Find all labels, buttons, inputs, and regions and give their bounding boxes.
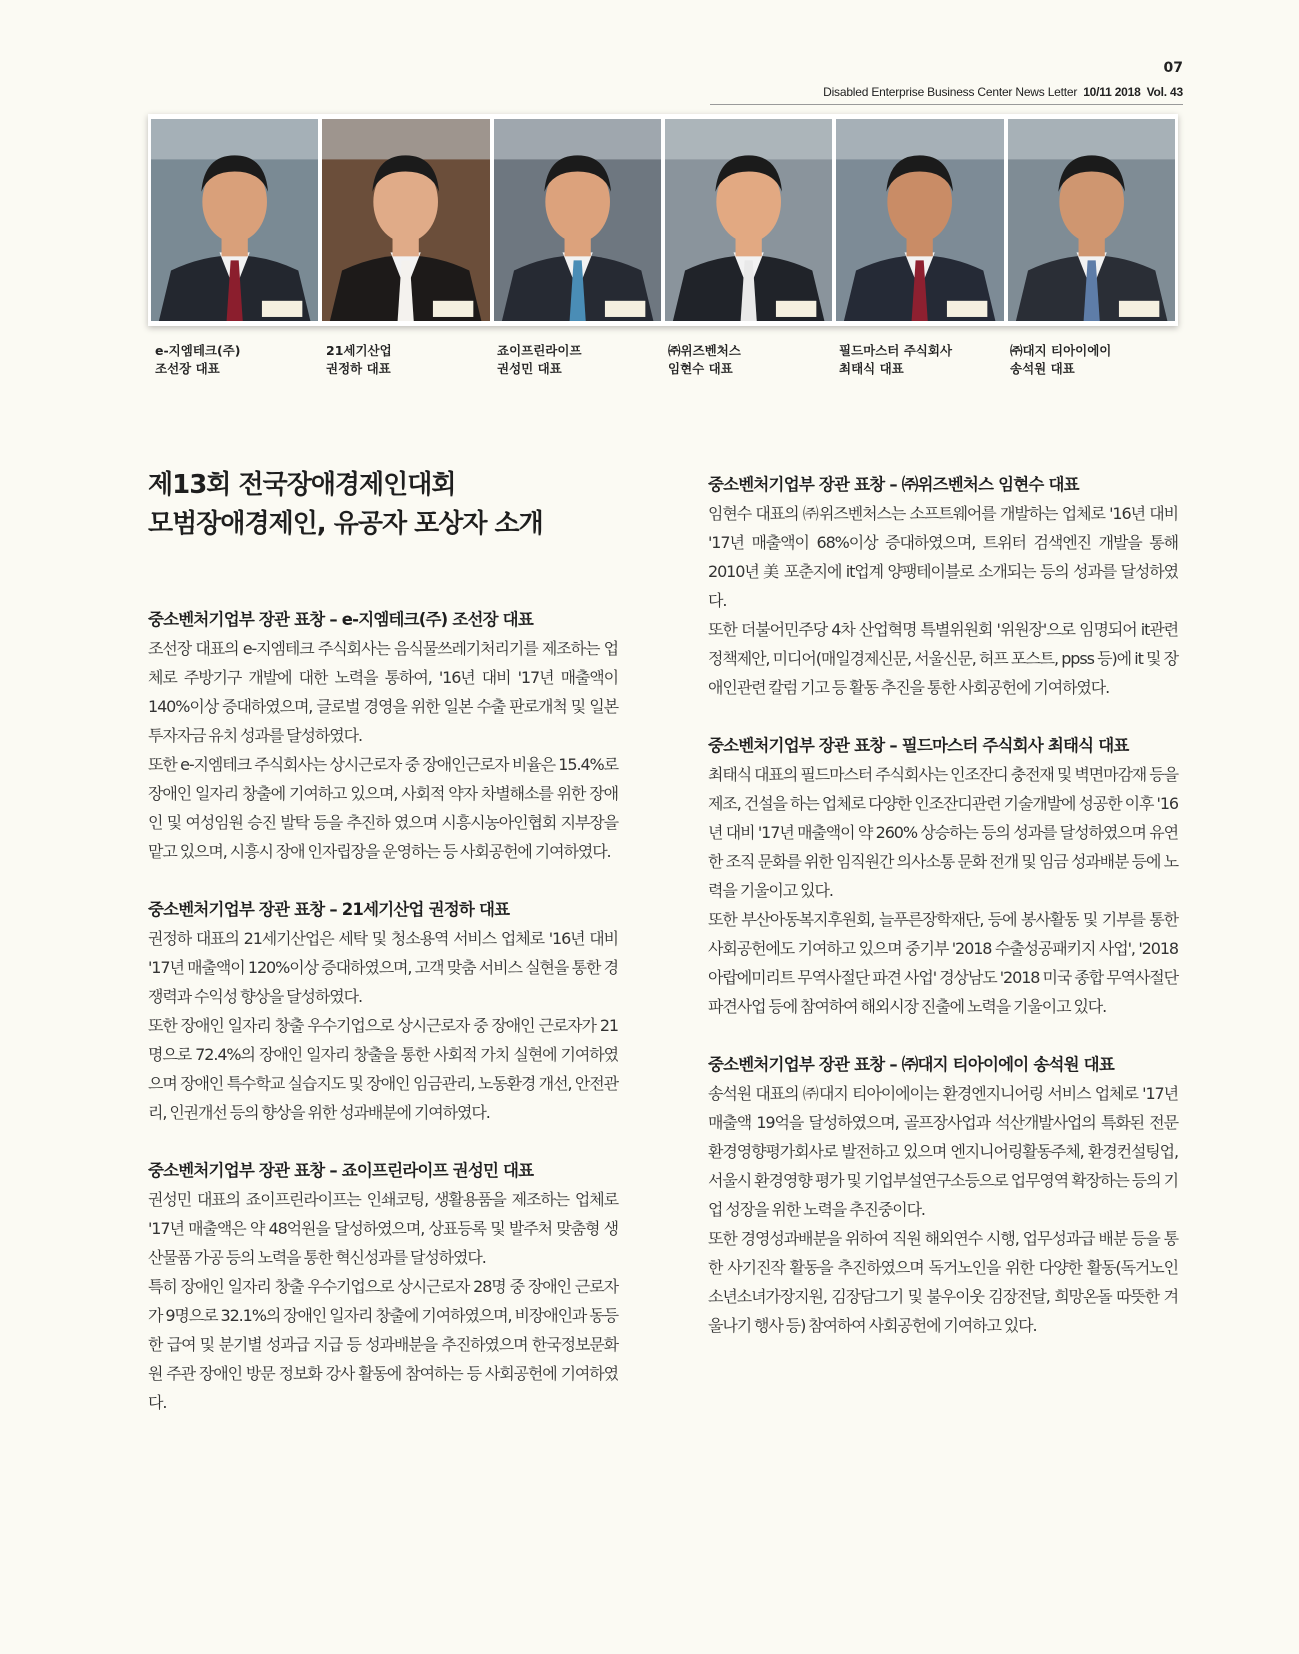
award-section [148,895,618,1127]
newsletter-header [710,84,1183,105]
section-paragraph: 임현수 대표의 ㈜위즈벤처스는 소프트웨어를 개발하는 업체로 '16년 대비 '17년 매출액이 68%이상 증대하였으며, 트위터 검색엔진 개발을 통해 2010년 美 포춘지에 it업계 양팽테이블로 소개되는 등의 성과를 달성하였다. [708,504,1178,610]
section-paragraph: 또한 더불어민주당 4차 산업혁명 특별위원회 '위원장'으로 임명되어 it관련 정책제안, 미디어(매일경제신문, 서울신문, 허프 포스트, ppss 등)에 it 및 장애인관련 칼럼 기고 등 활동 추진을 통한 사회공헌에 기여하였다. [708,620,1178,697]
portrait-caption [839,342,1010,378]
page-number: 07 [1163,60,1183,76]
portrait-image [1008,119,1175,321]
caption-company: ㈜위즈벤처스 [668,343,741,358]
section-heading: 중소벤처기업부 장관 표창 – e-지엠테크(주) 조선장 대표 [148,610,533,629]
portrait-photo [1008,119,1175,321]
section-heading: 중소벤처기업부 장관 표창 – ㈜대지 티아이에이 송석원 대표 [708,1055,1114,1074]
section-heading: 중소벤처기업부 장관 표창 – ㈜위즈벤처스 임현수 대표 [708,475,1079,494]
portrait-caption [497,342,668,378]
section-paragraph: 또한 e-지엠테크 주식회사는 상시근로자 중 장애인근로자 비율은 15.4%로 장애인 일자리 창출에 기여하고 있으며, 사회적 약자 차별해소를 위한 장애인 및 여성임원 승진 발탁 등을 추진하 였으며 시흥시농아인협회 지부장을 맡고 있으며, 시흥시 장애 인자립장을 운영하는 등 사회공헌에 기여하였다. [148,755,618,861]
award-section [148,1156,618,1417]
caption-company: 죠이프린라이프 [497,343,582,358]
portrait-photo [322,119,489,321]
portrait-photo [151,119,318,321]
caption-person: 권성민 대표 [497,361,562,376]
portrait-caption [668,342,839,378]
left-column [148,605,618,1446]
caption-company: e-지엠테크(주) [155,343,241,358]
section-paragraph: 또한 부산아동복지후원회, 늘푸른장학재단, 등에 봉사활동 및 기부를 통한 사회공헌에도 기여하고 있으며 중기부 '2018 수출성공패키지 사업', '2018 아랍에미리트 무역사절단 파견 사업' 경상남도 '2018 미국 종합 무역사절단 파견사업 등에 참여하여 해외시장 진출에 노력을 기울이고 있다. [708,910,1178,1016]
portrait-photo [665,119,832,321]
award-section [708,470,1178,702]
section-paragraph: 특히 장애인 일자리 창출 우수기업으로 상시근로자 28명 중 장애인 근로자가 9명으로 32.1%의 장애인 일자리 창출에 기여하였으며, 비장애인과 동등한 급여 및 분기별 성과급 지급 등 성과배분을 추진하였으며 한국정보문화원 주관 장애인 방문 정보화 강사 활동에 참여하는 등 사회공헌에 기여하였다. [148,1277,618,1412]
section-paragraph: 권정하 대표의 21세기산업은 세탁 및 청소용역 서비스 업체로 '16년 대비 '17년 매출액이 120%이상 증대하였으며, 고객 맞춤 서비스 실현을 통한 경쟁력과 수익성 향상을 달성하였다. [148,929,618,1006]
portrait-image [665,119,832,321]
caption-person: 권정하 대표 [326,361,391,376]
right-column [708,470,1178,1369]
caption-person: 송석원 대표 [1010,361,1075,376]
portrait-image [151,119,318,321]
caption-person: 최태식 대표 [839,361,904,376]
portrait-caption [1010,342,1181,378]
caption-person: 임현수 대표 [668,361,733,376]
title-line-2: 모범장애경제인, 유공자 포상자 소개 [148,509,543,539]
portrait-photo [494,119,661,321]
section-paragraph: 권성민 대표의 죠이프린라이프는 인쇄코팅, 생활용품을 제조하는 업체로 '17년 매출액은 약 48억원을 달성하였으며, 상표등록 및 발주처 맞춤형 생산물품 가공 등의 노력을 통한 혁신성과를 달성하였다. [148,1190,618,1267]
award-section [708,731,1178,1021]
caption-company: 21세기산업 [326,343,392,358]
title-line-1: 제13회 전국장애경제인대회 [148,470,456,500]
section-heading: 중소벤처기업부 장관 표창 – 21세기산업 권정하 대표 [148,900,510,919]
section-paragraph: 조선장 대표의 e-지엠테크 주식회사는 음식물쓰레기처리기를 제조하는 업체로 주방기구 개발에 대한 노력을 통하여, '16년 대비 '17년 매출액이 140%이상 증대하였으며, 글로벌 경영을 위한 일본 수출 판로개척 및 일본 투자자금 유치 성과를 달성하였다. [148,639,618,745]
section-paragraph: 또한 장애인 일자리 창출 우수기업으로 상시근로자 중 장애인 근로자가 21명으로 72.4%의 장애인 일자리 창출을 통한 사회적 가치 실현에 기여하였으며 장애인 특수학교 실습지도 및 장애인 임금관리, 노동환경 개선, 안전관리, 인권개선 등의 향상을 위한 성과배분에 기여하였다. [148,1016,618,1122]
section-paragraph: 최태식 대표의 필드마스터 주식회사는 인조잔디 충전재 및 벽면마감재 등을 제조, 건설을 하는 업체로 다양한 인조잔디관련 기술개발에 성공한 이후 '16년 대비 '17년 매출액이 약 260% 상승하는 등의 성과를 달성하였으며 유연한 조직 문화를 위한 임직원간 의사소통 문화 전개 및 임금 성과배분 등에 노력을 기울이고 있다. [708,765,1178,900]
article-title [148,466,543,544]
portrait-image [836,119,1003,321]
newsletter-name: Disabled Enterprise Business Center News Letter [823,85,1078,99]
portrait-image [494,119,661,321]
portrait-caption [155,342,326,378]
portrait-captions [155,342,1185,378]
caption-company: 필드마스터 주식회사 [839,343,953,358]
section-paragraph: 또한 경영성과배분을 위하여 직원 해외연수 시행, 업무성과급 배분 등을 통한 사기진작 활동을 추진하였으며 독거노인을 위한 다양한 활동(독거노인소년소녀가장지원, 김장담그기 및 불우이웃 김장전달, 희망온돌 따뜻한 겨울나기 행사 등) 참여하여 사회공헌에 기여하고 있다. [708,1229,1178,1335]
award-section [148,605,618,866]
issue-volume: Vol. 43 [1146,85,1183,99]
portrait-image [322,119,489,321]
award-section [708,1050,1178,1340]
portrait-photo [836,119,1003,321]
issue-date: 10/11 2018 [1083,85,1141,99]
section-paragraph: 송석원 대표의 ㈜대지 티아이에이는 환경엔지니어링 서비스 업체로 '17년 매출액 19억을 달성하였으며, 골프장사업과 석산개발사업의 특화된 전문 환경영향평가회사로 발전하고 있으며 엔지니어링활동주체, 환경컨설팅업, 서울시 환경영향 평가 및 기업부설연구소등으로 업무영역 확장하는 등의 기업 성장을 위한 노력을 추진중이다. [708,1084,1178,1219]
portrait-strip [148,114,1178,326]
section-heading: 중소벤처기업부 장관 표창 – 죠이프린라이프 권성민 대표 [148,1161,534,1180]
caption-company: ㈜대지 티아이에이 [1010,343,1112,358]
section-heading: 중소벤처기업부 장관 표창 – 필드마스터 주식회사 최태식 대표 [708,736,1129,755]
portrait-caption [326,342,497,378]
caption-person: 조선장 대표 [155,361,220,376]
